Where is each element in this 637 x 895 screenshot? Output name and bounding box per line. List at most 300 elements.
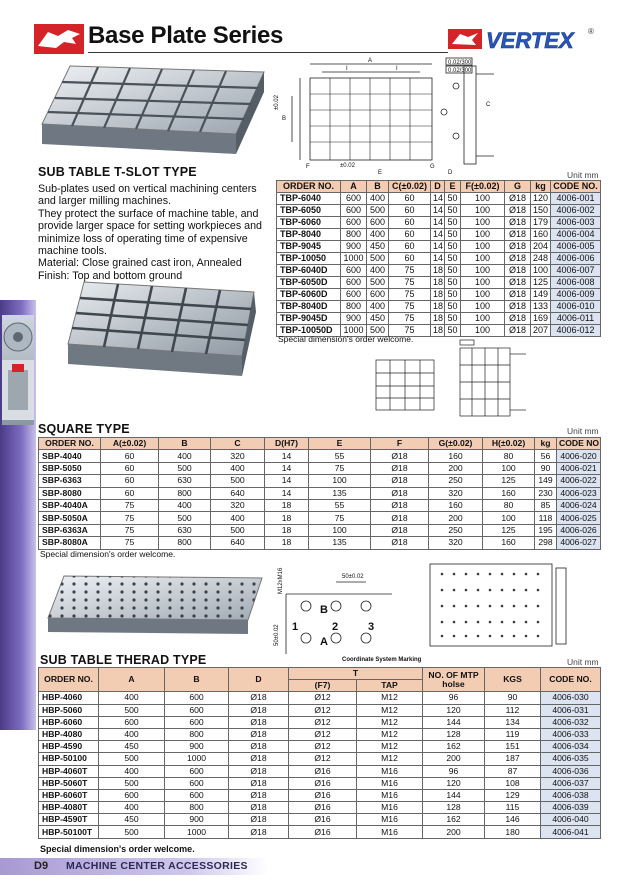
col-header: KGS bbox=[485, 668, 541, 692]
table-cell: 400 bbox=[99, 728, 165, 740]
table-cell: 18 bbox=[431, 325, 445, 337]
table-cell: 4006-038 bbox=[541, 789, 601, 801]
table-row bbox=[277, 205, 601, 217]
table-cell: 120 bbox=[423, 777, 485, 789]
svg-text:0.02/300: 0.02/300 bbox=[448, 60, 472, 66]
col-header: B bbox=[165, 668, 229, 692]
col-header: A(±0.02) bbox=[101, 438, 159, 450]
order-no-cell: TBP-6050 bbox=[277, 205, 341, 217]
svg-text:G: G bbox=[430, 164, 435, 170]
order-no-cell: HBP-5060T bbox=[39, 777, 99, 789]
table-cell: 900 bbox=[341, 241, 367, 253]
table-cell: 400 bbox=[367, 301, 389, 313]
svg-text:50±0.02: 50±0.02 bbox=[342, 574, 364, 580]
table-cell: Ø18 bbox=[505, 301, 531, 313]
table-cell: 14 bbox=[265, 450, 309, 462]
table-cell: 55 bbox=[309, 450, 371, 462]
table-cell: 800 bbox=[165, 802, 229, 814]
table-cell: 75 bbox=[389, 277, 431, 289]
order-no-cell: HBP-4590 bbox=[39, 741, 99, 753]
table-row bbox=[39, 753, 601, 765]
table-cell: 60 bbox=[389, 205, 431, 217]
col-subheader: TAP bbox=[357, 680, 423, 692]
table-cell: 4006-020 bbox=[557, 450, 601, 462]
table-cell: 320 bbox=[211, 450, 265, 462]
table-row bbox=[39, 462, 601, 474]
table-cell: 4006-009 bbox=[551, 289, 601, 301]
table-cell: Ø18 bbox=[371, 537, 429, 549]
svg-text:±0.02: ±0.02 bbox=[274, 95, 280, 110]
table-cell: 640 bbox=[211, 537, 265, 549]
table-cell: 144 bbox=[423, 716, 485, 728]
table-cell: 4006-023 bbox=[557, 487, 601, 499]
table-cell: 800 bbox=[165, 728, 229, 740]
table-cell: 108 bbox=[485, 777, 541, 789]
table-cell: 149 bbox=[535, 475, 557, 487]
table-cell: 180 bbox=[485, 826, 541, 838]
table-row bbox=[277, 265, 601, 277]
table-cell: Ø18 bbox=[229, 716, 289, 728]
table-cell: Ø18 bbox=[371, 462, 429, 474]
col-header: H(±0.02) bbox=[483, 438, 535, 450]
table-cell: 4006-021 bbox=[557, 462, 601, 474]
table-row bbox=[277, 253, 601, 265]
col-header: C(±0.02) bbox=[389, 181, 431, 193]
table-cell: 146 bbox=[485, 814, 541, 826]
table-cell: 119 bbox=[485, 728, 541, 740]
table-cell: 50 bbox=[445, 277, 461, 289]
table-row bbox=[39, 826, 601, 838]
table-cell: M12 bbox=[357, 741, 423, 753]
table-cell: 60 bbox=[389, 217, 431, 229]
table-row bbox=[39, 765, 601, 777]
table-cell: Ø18 bbox=[229, 826, 289, 838]
thread-note: Special dimension's order welcome. bbox=[40, 844, 195, 854]
table-cell: Ø12 bbox=[289, 692, 357, 704]
table-cell: 50 bbox=[445, 205, 461, 217]
table-cell: Ø16 bbox=[289, 826, 357, 838]
table-cell: 800 bbox=[341, 229, 367, 241]
table-cell: 55 bbox=[309, 499, 371, 511]
table-cell: 14 bbox=[431, 205, 445, 217]
table-cell: Ø18 bbox=[229, 741, 289, 753]
table-row bbox=[39, 789, 601, 801]
table-cell: 149 bbox=[531, 289, 551, 301]
table-cell: 160 bbox=[483, 487, 535, 499]
table-row bbox=[277, 217, 601, 229]
table-cell: M12 bbox=[357, 716, 423, 728]
table-cell: 600 bbox=[341, 217, 367, 229]
table-cell: 600 bbox=[99, 789, 165, 801]
table-cell: 400 bbox=[367, 265, 389, 277]
table-cell: 112 bbox=[485, 704, 541, 716]
table-cell: 800 bbox=[341, 301, 367, 313]
table-cell: 187 bbox=[485, 753, 541, 765]
order-no-cell: HBP-6060 bbox=[39, 716, 99, 728]
order-no-cell: HBP-50100 bbox=[39, 753, 99, 765]
table-cell: Ø18 bbox=[229, 728, 289, 740]
table-cell: Ø18 bbox=[229, 753, 289, 765]
table-cell: 250 bbox=[429, 524, 483, 536]
table-cell: 4006-011 bbox=[551, 313, 601, 325]
table-row bbox=[39, 537, 601, 549]
table-cell: 4006-007 bbox=[551, 265, 601, 277]
table-cell: Ø18 bbox=[505, 325, 531, 337]
table-cell: Ø16 bbox=[289, 802, 357, 814]
table-cell: M16 bbox=[357, 789, 423, 801]
table-cell: M16 bbox=[357, 826, 423, 838]
order-no-cell: SBP-8080A bbox=[39, 537, 101, 549]
table-row bbox=[39, 512, 601, 524]
table-cell: 162 bbox=[423, 814, 485, 826]
footer-label: MACHINE CENTER ACCESSORIES bbox=[66, 860, 248, 872]
table-row bbox=[277, 313, 601, 325]
table-cell: 4006-006 bbox=[551, 253, 601, 265]
table-cell: 18 bbox=[265, 499, 309, 511]
thread-unit: Unit mm bbox=[567, 657, 599, 667]
table-cell: 50 bbox=[445, 241, 461, 253]
table-cell: 320 bbox=[211, 499, 265, 511]
table-cell: 75 bbox=[101, 499, 159, 511]
table-cell: 85 bbox=[535, 499, 557, 511]
table-cell: 60 bbox=[389, 253, 431, 265]
desc-paragraph: They protect the surface of machine table, and provide larger space for setting workpieces and minimize loss of operating time of expensive machine tools. bbox=[38, 207, 262, 258]
table-cell: M16 bbox=[357, 777, 423, 789]
table-cell: 4006-025 bbox=[557, 512, 601, 524]
tslot-description bbox=[38, 183, 272, 282]
page-title: Base Plate Series bbox=[88, 22, 284, 49]
table-cell: 900 bbox=[165, 814, 229, 826]
order-no-cell: SBP-4040A bbox=[39, 499, 101, 511]
table-cell: 128 bbox=[423, 728, 485, 740]
table-cell: 100 bbox=[461, 193, 505, 205]
table-cell: 162 bbox=[423, 741, 485, 753]
table-cell: 400 bbox=[211, 462, 265, 474]
table-cell: 128 bbox=[423, 802, 485, 814]
order-no-cell: TBP-10050D bbox=[277, 325, 341, 337]
table-cell: 600 bbox=[341, 205, 367, 217]
table-cell: 18 bbox=[265, 524, 309, 536]
table-cell: Ø18 bbox=[229, 777, 289, 789]
thread-plate-photo bbox=[44, 572, 264, 638]
table-cell: 500 bbox=[99, 704, 165, 716]
table-cell: 600 bbox=[165, 716, 229, 728]
col-header: CODE NO. bbox=[541, 668, 601, 692]
table-cell: 500 bbox=[367, 253, 389, 265]
table-cell: 100 bbox=[531, 265, 551, 277]
table-cell: 50 bbox=[445, 325, 461, 337]
order-no-cell: HBP-4060 bbox=[39, 692, 99, 704]
svg-text:E: E bbox=[378, 170, 383, 176]
table-cell: 1000 bbox=[341, 325, 367, 337]
svg-text:D: D bbox=[448, 170, 453, 176]
table-cell: 75 bbox=[389, 301, 431, 313]
table-cell: 100 bbox=[309, 475, 371, 487]
table-cell: 60 bbox=[101, 462, 159, 474]
order-no-cell: TBP-6050D bbox=[277, 277, 341, 289]
table-cell: 200 bbox=[429, 512, 483, 524]
table-cell: 298 bbox=[535, 537, 557, 549]
table-cell: 600 bbox=[165, 765, 229, 777]
table-cell: 60 bbox=[101, 450, 159, 462]
col-header: F(±0.02) bbox=[461, 181, 505, 193]
table-cell: 4006-003 bbox=[551, 217, 601, 229]
order-no-cell: HBP-4080T bbox=[39, 802, 99, 814]
table-cell: Ø16 bbox=[289, 789, 357, 801]
table-cell: Ø18 bbox=[505, 241, 531, 253]
table-cell: 80 bbox=[483, 450, 535, 462]
svg-text:B: B bbox=[320, 604, 328, 616]
table-cell: 75 bbox=[309, 462, 371, 474]
table-cell: 60 bbox=[389, 241, 431, 253]
svg-text:A: A bbox=[368, 58, 373, 64]
square-heading: SQUARE TYPE bbox=[38, 422, 130, 436]
table-row bbox=[277, 277, 601, 289]
col-header: ORDER NO. bbox=[39, 438, 101, 450]
table-cell: 4006-024 bbox=[557, 499, 601, 511]
order-no-cell: HBP-5060 bbox=[39, 704, 99, 716]
table-row bbox=[39, 728, 601, 740]
table-row bbox=[39, 499, 601, 511]
table-cell: 450 bbox=[367, 313, 389, 325]
table-cell: 50 bbox=[445, 193, 461, 205]
table-cell: 90 bbox=[485, 692, 541, 704]
table-cell: 100 bbox=[461, 217, 505, 229]
order-no-cell: TBP-9045D bbox=[277, 313, 341, 325]
desc-paragraph: Sub-plates used on vertical machining centers and larger milling machines. bbox=[38, 183, 257, 208]
table-cell: Ø18 bbox=[505, 277, 531, 289]
col-header: D bbox=[229, 668, 289, 692]
thread-heading: SUB TABLE THERAD TYPE bbox=[40, 653, 207, 667]
table-cell: 600 bbox=[367, 289, 389, 301]
col-header: ORDER NO. bbox=[39, 668, 99, 692]
col-header: CODE NO bbox=[557, 438, 601, 450]
table-cell: 179 bbox=[531, 217, 551, 229]
table-cell: 4006-030 bbox=[541, 692, 601, 704]
table-cell: 100 bbox=[461, 277, 505, 289]
table-cell: 400 bbox=[99, 765, 165, 777]
tslot-note: Special dimension's order welcome. bbox=[278, 334, 414, 344]
table-cell: 500 bbox=[99, 753, 165, 765]
table-cell: 50 bbox=[445, 253, 461, 265]
svg-text:0.02/300: 0.02/300 bbox=[448, 68, 472, 74]
table-cell: Ø12 bbox=[289, 753, 357, 765]
table-cell: 600 bbox=[165, 704, 229, 716]
table-cell: 160 bbox=[429, 499, 483, 511]
table-cell: 4006-001 bbox=[551, 193, 601, 205]
table-cell: 400 bbox=[99, 802, 165, 814]
table-cell: 500 bbox=[211, 524, 265, 536]
col-header: E bbox=[309, 438, 371, 450]
table-cell: 135 bbox=[309, 487, 371, 499]
table-cell: 4006-005 bbox=[551, 241, 601, 253]
table-cell: 500 bbox=[367, 277, 389, 289]
tslot-spec-table bbox=[276, 180, 601, 337]
table-row bbox=[277, 229, 601, 241]
table-cell: 120 bbox=[423, 704, 485, 716]
order-no-cell: TBP-6040 bbox=[277, 193, 341, 205]
table-cell: 118 bbox=[535, 512, 557, 524]
table-cell: Ø18 bbox=[229, 814, 289, 826]
table-cell: 100 bbox=[461, 205, 505, 217]
table-cell: 450 bbox=[367, 241, 389, 253]
table-cell: 600 bbox=[367, 217, 389, 229]
table-cell: 80 bbox=[483, 499, 535, 511]
table-cell: Ø18 bbox=[229, 802, 289, 814]
table-row bbox=[39, 487, 601, 499]
eagle-logo-icon bbox=[34, 24, 84, 54]
table-cell: 14 bbox=[431, 253, 445, 265]
table-cell: 144 bbox=[423, 789, 485, 801]
table-cell: 75 bbox=[101, 512, 159, 524]
table-cell: 320 bbox=[429, 537, 483, 549]
table-cell: 500 bbox=[99, 777, 165, 789]
table-cell: 75 bbox=[389, 313, 431, 325]
table-cell: 18 bbox=[431, 289, 445, 301]
table-cell: Ø18 bbox=[371, 524, 429, 536]
table-cell: 600 bbox=[341, 265, 367, 277]
table-cell: 100 bbox=[461, 301, 505, 313]
table-cell: 400 bbox=[159, 450, 211, 462]
order-no-cell: SBP-5050A bbox=[39, 512, 101, 524]
table-row bbox=[39, 814, 601, 826]
table-cell: 18 bbox=[431, 313, 445, 325]
table-cell: Ø18 bbox=[505, 265, 531, 277]
table-row bbox=[39, 704, 601, 716]
table-cell: 125 bbox=[483, 524, 535, 536]
table-cell: 630 bbox=[159, 524, 211, 536]
table-cell: 14 bbox=[431, 241, 445, 253]
table-cell: 1000 bbox=[165, 753, 229, 765]
table-cell: 14 bbox=[265, 475, 309, 487]
table-cell: 100 bbox=[483, 512, 535, 524]
table-cell: 100 bbox=[461, 241, 505, 253]
footer-bar bbox=[0, 858, 268, 875]
table-cell: 50 bbox=[445, 301, 461, 313]
table-cell: 75 bbox=[309, 512, 371, 524]
table-cell: 4006-008 bbox=[551, 277, 601, 289]
table-cell: 500 bbox=[367, 325, 389, 337]
table-cell: 400 bbox=[367, 193, 389, 205]
table-cell: 400 bbox=[99, 692, 165, 704]
table-cell: 100 bbox=[483, 462, 535, 474]
table-cell: 96 bbox=[423, 692, 485, 704]
table-cell: 133 bbox=[531, 301, 551, 313]
col-header: A bbox=[341, 181, 367, 193]
page-number: D9 bbox=[34, 860, 49, 872]
svg-text:F: F bbox=[306, 164, 310, 170]
table-row bbox=[39, 450, 601, 462]
table-cell: 120 bbox=[531, 193, 551, 205]
svg-text:1: 1 bbox=[292, 621, 299, 633]
table-cell: Ø18 bbox=[505, 253, 531, 265]
table-cell: 14 bbox=[265, 462, 309, 474]
order-no-cell: TBP-8040 bbox=[277, 229, 341, 241]
col-header: CODE NO. bbox=[551, 181, 601, 193]
table-cell: 4006-041 bbox=[541, 826, 601, 838]
table-cell: 4006-037 bbox=[541, 777, 601, 789]
table-row bbox=[277, 301, 601, 313]
table-cell: 160 bbox=[429, 450, 483, 462]
table-cell: 125 bbox=[531, 277, 551, 289]
table-cell: 195 bbox=[535, 524, 557, 536]
table-cell: 169 bbox=[531, 313, 551, 325]
table-cell: Ø16 bbox=[289, 814, 357, 826]
col-header: C bbox=[211, 438, 265, 450]
table-cell: 96 bbox=[423, 765, 485, 777]
table-cell: Ø18 bbox=[371, 487, 429, 499]
table-cell: 600 bbox=[341, 193, 367, 205]
table-cell: 320 bbox=[429, 487, 483, 499]
table-cell: 160 bbox=[483, 537, 535, 549]
square-technical-drawing bbox=[360, 338, 600, 430]
table-cell: 18 bbox=[431, 301, 445, 313]
col-header: ORDER NO. bbox=[277, 181, 341, 193]
table-cell: 600 bbox=[341, 277, 367, 289]
table-cell: 4006-040 bbox=[541, 814, 601, 826]
table-cell: 60 bbox=[389, 193, 431, 205]
table-cell: 75 bbox=[101, 524, 159, 536]
svg-text:50±0.02: 50±0.02 bbox=[274, 624, 280, 646]
order-no-cell: SBP-8080 bbox=[39, 487, 101, 499]
svg-text:2: 2 bbox=[332, 621, 339, 633]
tslot-technical-drawing bbox=[274, 56, 600, 176]
table-cell: 14 bbox=[431, 217, 445, 229]
table-cell: 600 bbox=[99, 716, 165, 728]
table-cell: 500 bbox=[99, 826, 165, 838]
table-cell: 100 bbox=[461, 229, 505, 241]
table-cell: Ø18 bbox=[229, 765, 289, 777]
table-cell: Ø12 bbox=[289, 704, 357, 716]
table-row bbox=[277, 193, 601, 205]
square-plate-photo bbox=[58, 278, 266, 384]
table-cell: 75 bbox=[389, 289, 431, 301]
brand-name: VERTEX bbox=[486, 28, 574, 53]
table-cell: 100 bbox=[461, 265, 505, 277]
table-cell: Ø18 bbox=[371, 499, 429, 511]
col-header: B bbox=[159, 438, 211, 450]
desc-paragraph: Finish: Top and bottom ground bbox=[38, 269, 183, 282]
table-cell: 151 bbox=[485, 741, 541, 753]
table-cell: 56 bbox=[535, 450, 557, 462]
table-row bbox=[39, 741, 601, 753]
col-header: NO. OF MTP holse bbox=[423, 668, 485, 692]
table-cell: 90 bbox=[535, 462, 557, 474]
table-cell: 207 bbox=[531, 325, 551, 337]
table-cell: 204 bbox=[531, 241, 551, 253]
table-cell: 4006-002 bbox=[551, 205, 601, 217]
table-cell: M12 bbox=[357, 753, 423, 765]
table-cell: 450 bbox=[99, 741, 165, 753]
table-cell: 60 bbox=[101, 487, 159, 499]
svg-text:M12xM16: M12xM16 bbox=[278, 567, 284, 594]
col-header: B bbox=[367, 181, 389, 193]
table-cell: M16 bbox=[357, 814, 423, 826]
order-no-cell: SBP-5050 bbox=[39, 462, 101, 474]
table-cell: 60 bbox=[389, 229, 431, 241]
svg-text:A: A bbox=[320, 636, 328, 648]
thread-technical-drawing bbox=[272, 560, 600, 664]
order-no-cell: HBP-50100T bbox=[39, 826, 99, 838]
table-cell: 4006-031 bbox=[541, 704, 601, 716]
col-header: F bbox=[371, 438, 429, 450]
table-cell: 50 bbox=[445, 217, 461, 229]
table-cell: 500 bbox=[211, 475, 265, 487]
table-cell: Ø12 bbox=[289, 741, 357, 753]
col-header: G bbox=[505, 181, 531, 193]
table-cell: Ø18 bbox=[229, 789, 289, 801]
order-no-cell: HBP-6060T bbox=[39, 789, 99, 801]
